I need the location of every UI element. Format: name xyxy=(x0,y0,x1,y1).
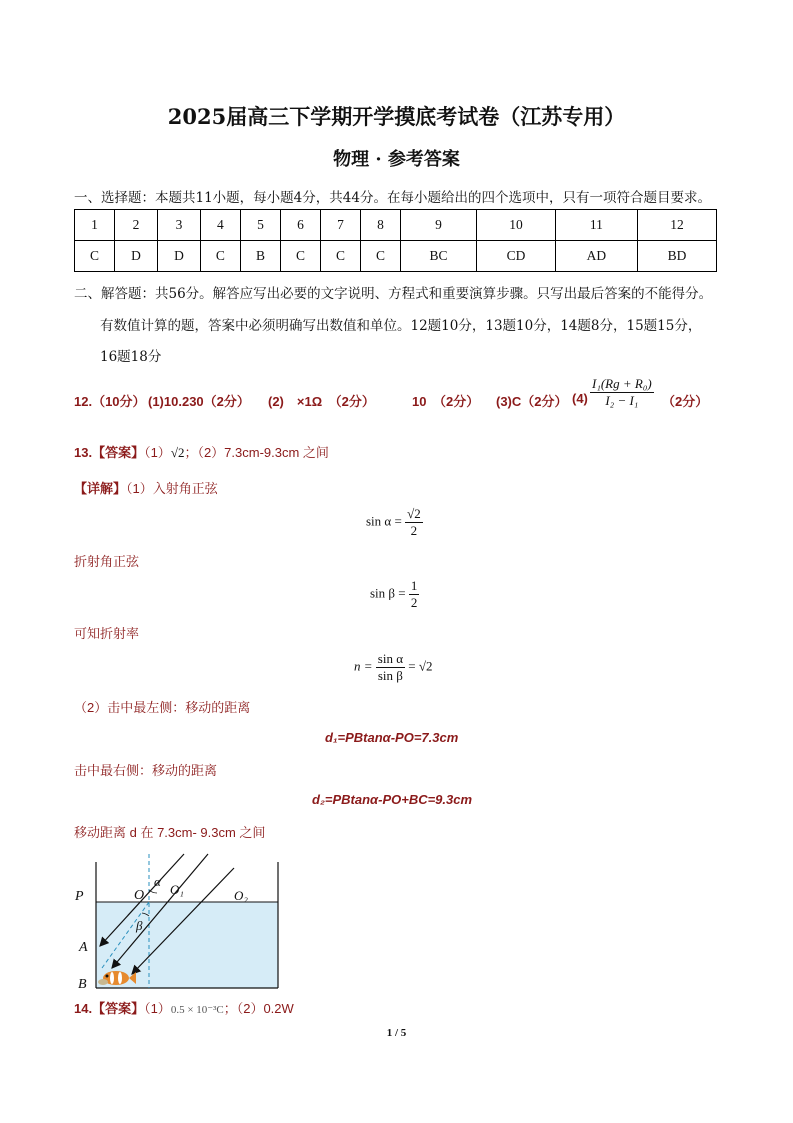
n-den: sin β xyxy=(377,668,403,683)
page-number: 1 / 5 xyxy=(386,1027,407,1039)
q13-detail-text: （1）入射角正弦 xyxy=(126,481,218,496)
question-number-cell: 5 xyxy=(240,210,280,241)
page-title: 2025届高三下学期开学摸底考试卷（江苏专用） xyxy=(167,104,626,129)
q12-formula-denominator: I₂ − I₁ xyxy=(605,393,639,408)
label-alpha: α xyxy=(154,874,161,889)
question-number-cell: 12 xyxy=(637,210,716,241)
label-O: O xyxy=(134,888,145,903)
answer-cell: AD xyxy=(555,241,637,272)
q14-label: 14.【答案】 xyxy=(74,1001,145,1016)
refraction-diagram xyxy=(72,848,284,994)
q13-detail-label: 【详解】 xyxy=(74,481,127,496)
answer-cell: C xyxy=(75,241,115,272)
refract-label: 折射角正弦 xyxy=(74,554,140,569)
q14-a1: （1） xyxy=(144,1001,171,1016)
q12-part4: (3)C（2分） xyxy=(496,394,568,409)
n-lhs: n = xyxy=(354,658,373,674)
q12-part2: (2) ×1Ω （2分） xyxy=(268,394,375,409)
table-row-answers xyxy=(75,241,717,272)
sin-alpha-den: 2 xyxy=(410,523,418,538)
index-label: 可知折射率 xyxy=(74,626,140,641)
label-P: P xyxy=(75,889,84,904)
q12-part5-score: （2分） xyxy=(662,394,709,409)
section2-line2: 有数值计算的题，答案中必须明确写出数值和单位。12题10分，13题10分，14题8分，15题15分， xyxy=(100,318,702,334)
n-rhs: = √2 xyxy=(408,658,433,674)
table-row-numbers xyxy=(75,210,717,241)
q13-answer xyxy=(74,442,329,461)
label-O1: O₁ xyxy=(170,882,184,897)
answer-cell: BD xyxy=(637,241,716,272)
answer-cell: BC xyxy=(401,241,477,272)
q12-formula-numerator: I₁(Rg + R₀) xyxy=(592,376,652,391)
conclusion: 移动距离 d 在 7.3cm- 9.3cm 之间 xyxy=(74,825,266,840)
q13-a1: （1） xyxy=(144,445,171,460)
sin-alpha-equation xyxy=(366,506,423,539)
answer-cell: D xyxy=(157,241,200,272)
label-A: A xyxy=(79,940,88,955)
q13-a2: ；（2）7.3cm-9.3cm 之间 xyxy=(184,445,329,460)
q13-a1-value: √2 xyxy=(170,445,185,460)
q13-label: 13.【答案】 xyxy=(74,445,145,460)
question-number-cell: 1 xyxy=(75,210,115,241)
question-number-cell: 10 xyxy=(476,210,555,241)
answer-cell: B xyxy=(240,241,280,272)
q12-part5-prefix: (4) xyxy=(572,391,588,406)
section1-instruction: 一、选择题：本题共11小题，每小题4分，共44分。在每小题给出的四个选项中，只有一项符合题目要求。 xyxy=(74,190,711,206)
sin-beta-lhs: sin β = xyxy=(370,585,406,601)
q12-part1: (1)10.230（2分） xyxy=(148,394,250,409)
question-number-cell: 8 xyxy=(360,210,400,241)
answer-cell: C xyxy=(280,241,320,272)
section2-line3: 16题18分 xyxy=(100,349,162,365)
sin-beta-equation xyxy=(370,578,419,611)
question-number-cell: 6 xyxy=(280,210,320,241)
answer-table xyxy=(74,209,717,272)
question-number-cell: 7 xyxy=(320,210,360,241)
part2-label: （2）击中最左侧：移动的距离 xyxy=(74,700,251,715)
q12-formula xyxy=(590,376,654,409)
q14-answer xyxy=(74,998,294,1017)
question-number-cell: 2 xyxy=(115,210,158,241)
n-num: sin α xyxy=(377,651,404,666)
sin-beta-den: 2 xyxy=(410,595,418,610)
sin-beta-num: 1 xyxy=(410,578,418,593)
label-beta: β xyxy=(136,918,143,933)
answer-cell: CD xyxy=(476,241,555,272)
sin-alpha-lhs: sin α = xyxy=(366,513,402,529)
section2-line1: 二、解答题：共56分。解答应写出必要的文字说明、方程式和重要演算步骤。只写出最后答案的不能得分。 xyxy=(74,286,713,302)
q14-a1-value: 0.5 × 10⁻³C xyxy=(170,1004,224,1016)
answer-cell: C xyxy=(200,241,240,272)
question-number-cell: 3 xyxy=(157,210,200,241)
question-number-cell: 9 xyxy=(401,210,477,241)
sin-alpha-num: √2 xyxy=(407,506,421,521)
answer-cell: D xyxy=(115,241,158,272)
page-subtitle: 物理 · 参考答案 xyxy=(333,149,460,170)
q13-detail xyxy=(74,478,218,497)
q12-label: 12.（10分） xyxy=(74,394,146,409)
q14-a2: ；（2）0.2W xyxy=(223,1001,294,1016)
question-number-cell: 4 xyxy=(200,210,240,241)
question-number-cell: 11 xyxy=(555,210,637,241)
d1-formula: d₁=PBtanα-PO=7.3cm xyxy=(325,730,459,745)
d2-formula: d₂=PBtanα-PO+BC=9.3cm xyxy=(312,792,473,807)
refractive-index-equation xyxy=(354,651,432,684)
q12-part3: 10 （2分） xyxy=(412,394,480,409)
right-label: 击中最右侧：移动的距离 xyxy=(74,763,218,778)
label-B: B xyxy=(78,977,87,992)
answer-cell: C xyxy=(320,241,360,272)
answer-cell: C xyxy=(360,241,400,272)
label-O2: O₂ xyxy=(234,888,248,903)
